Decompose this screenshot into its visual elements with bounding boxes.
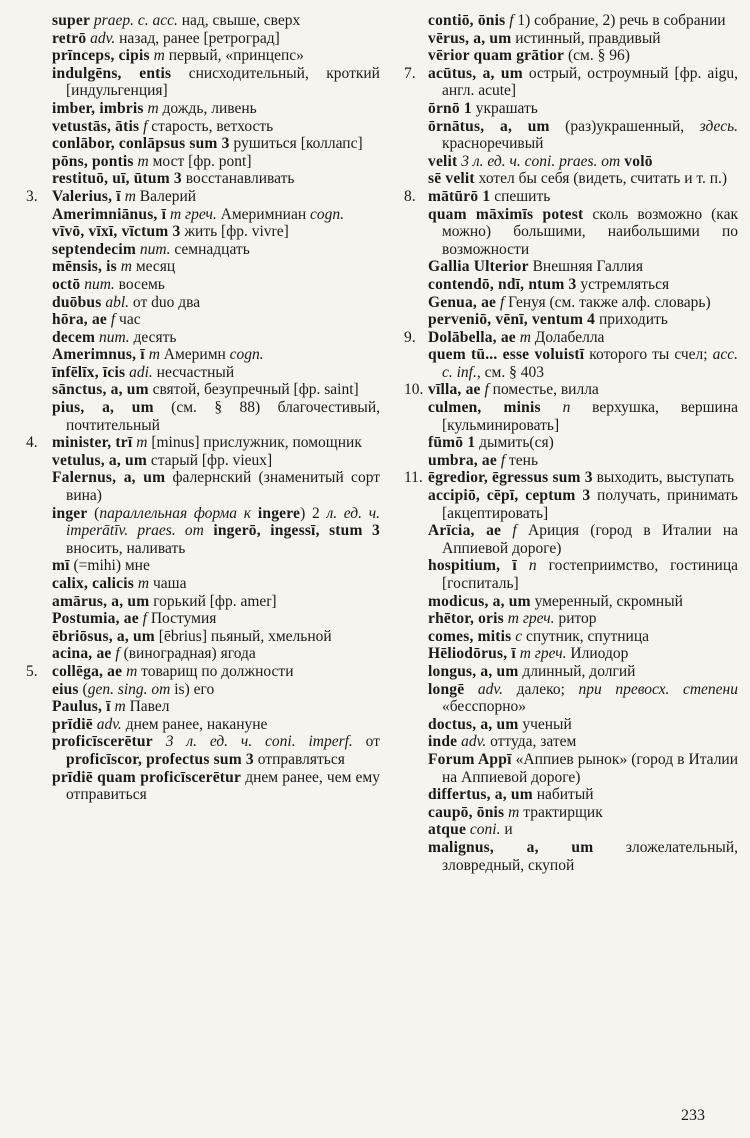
- definition-text: (см. § 88) благочестивый, почтительный: [66, 399, 381, 434]
- headword: vīlla, ae: [428, 381, 481, 399]
- section-number: 3.: [26, 187, 38, 205]
- related-form: volō: [620, 152, 653, 170]
- headword: vetulus, a, um: [52, 451, 147, 469]
- dictionary-entry: [0, 434, 380, 452]
- definition-text: днем ранее, накануне: [121, 715, 268, 733]
- dictionary-entry: [400, 329, 738, 347]
- headword: inger: [52, 504, 88, 522]
- headword: eius: [52, 680, 79, 698]
- grammar-note: m: [508, 803, 520, 821]
- definition-text: (виноградная) ягода: [119, 645, 256, 663]
- headword: doctus, a, um: [428, 715, 519, 733]
- definition-text: мост [фр. pont]: [148, 152, 252, 170]
- definition-text: Валерий: [135, 187, 197, 205]
- definition-text: дождь, ливень: [158, 99, 257, 117]
- headword: comes, mitis: [428, 627, 512, 645]
- headword: inde: [428, 733, 458, 751]
- grammar-note: параллельная форма к: [99, 504, 251, 522]
- dictionary-entry: [0, 505, 380, 558]
- headword: vīvō, vīxī, vīctum 3: [52, 223, 181, 241]
- headword: īnfēlīx, īcis: [52, 363, 126, 381]
- dictionary-entry: [400, 65, 738, 100]
- grammar-note: m: [136, 434, 148, 452]
- headword: Valerius, ī: [52, 187, 121, 205]
- headword: Gallia Ulterior: [428, 258, 529, 276]
- dictionary-entry: [0, 223, 380, 241]
- dictionary-entry: [0, 593, 380, 611]
- headword: Hēliodōrus, ī: [428, 645, 516, 663]
- dictionary-entry: [400, 804, 738, 822]
- definition-text: вносить, наливать: [66, 539, 186, 557]
- headword: rhētor, oris: [428, 610, 504, 628]
- grammar-note: m: [148, 346, 160, 364]
- definition-text: «бесспорно»: [442, 698, 527, 716]
- dictionary-entry: [0, 47, 380, 65]
- grammar-note: m: [124, 187, 136, 205]
- definition-text: умеренный, скромный: [534, 592, 683, 610]
- dictionary-entry: [0, 469, 380, 504]
- dictionary-entry: [400, 839, 738, 874]
- dictionary-entry: [400, 399, 738, 434]
- dictionary-entry: [400, 294, 738, 312]
- dictionary-entry: [0, 716, 380, 734]
- dictionary-entry: [0, 346, 380, 364]
- definition-text: острый, остроумный [фр. aigu, англ. acute]: [442, 64, 738, 100]
- definition-text: хотел бы себя (видеть, считать и т. п.): [478, 170, 728, 188]
- headword: restituō, uī, ūtum 3: [52, 170, 182, 188]
- grammar-note: m: [126, 662, 138, 680]
- definition-text: Постумия: [146, 610, 217, 628]
- definition-text: приходить: [599, 311, 668, 329]
- definition-text: верхушка, вершина [кульминировать]: [442, 399, 739, 434]
- definition-text: которого ты счел;: [589, 346, 713, 364]
- headword: longus, a, um: [428, 662, 519, 680]
- dictionary-entry: [0, 381, 380, 399]
- dictionary-entry: [400, 100, 738, 118]
- grammar-note: c: [515, 627, 523, 645]
- definition-text: товарищ по должности: [137, 662, 294, 680]
- headword: differtus, a, um: [428, 786, 533, 804]
- section-number: 8.: [404, 187, 416, 205]
- grammar-note: 3 л. ед. ч. coni. imperf.: [165, 733, 353, 751]
- grammar-note: n: [528, 557, 537, 575]
- grammar-note: m: [120, 258, 132, 276]
- definition-text: оттуда, затем: [486, 733, 577, 751]
- definition-text: зложелательный, зловредный, скупой: [442, 838, 738, 874]
- definition-text: восемь: [114, 275, 165, 293]
- definition-text: (=mihi) мне: [73, 557, 150, 575]
- grammar-note: m греч.: [169, 205, 217, 223]
- dictionary-entry: [0, 118, 380, 136]
- headword: decem: [52, 328, 96, 346]
- grammar-note: adv.: [477, 680, 503, 698]
- headword: contiō, ōnis: [428, 12, 506, 29]
- headword: velit: [428, 152, 458, 170]
- headword: imber, imbris: [52, 99, 144, 117]
- grammar-note: adv.: [461, 733, 487, 751]
- dictionary-entry: [400, 170, 738, 188]
- dictionary-entry: [0, 188, 380, 206]
- grammar-note: f: [115, 645, 120, 663]
- section-number: 9.: [404, 328, 416, 346]
- definition-text: жить [фр. vivre]: [184, 223, 289, 241]
- grammar-note: л. ед. ч. imperātīv. praes. om: [66, 504, 380, 540]
- grammar-note: m: [114, 698, 126, 716]
- headword: fūmō 1: [428, 434, 476, 452]
- dictionary-entry: [0, 153, 380, 171]
- headword: modicus, a, um: [428, 592, 531, 610]
- dictionary-entry: [400, 522, 738, 557]
- headword: pōns, pontis: [52, 152, 134, 170]
- definition-text: Внешняя Галлия: [532, 258, 643, 276]
- dictionary-entry: [400, 452, 738, 470]
- grammar-note: n: [562, 399, 571, 417]
- definition-text: час: [115, 311, 141, 329]
- definition-text: is) его: [170, 680, 215, 698]
- dictionary-entry: [0, 452, 380, 470]
- headword: vērior quam grātior: [428, 47, 565, 65]
- headword: ōrnātus, a, um: [428, 117, 550, 135]
- headword: calix, calicis: [52, 575, 135, 592]
- headword: vērus, a, um: [428, 29, 512, 47]
- headword: Falernus, a, um: [52, 469, 166, 487]
- dictionary-entry: [0, 12, 380, 30]
- section-number: 4.: [26, 434, 38, 452]
- grammar-note: f: [143, 117, 148, 135]
- grammar-note: praep. c. acc.: [93, 12, 178, 29]
- grammar-note: m: [137, 152, 149, 170]
- headword: Forum Appī: [428, 750, 512, 768]
- dictionary-entry: [400, 276, 738, 294]
- dictionary-entry: [0, 100, 380, 118]
- grammar-note: m: [147, 99, 159, 117]
- definition-text: устремляться: [580, 275, 670, 293]
- headword: Amerimniānus, ī: [52, 205, 167, 223]
- definition-text: [minus] прислужник, помощник: [147, 434, 362, 452]
- dictionary-entry: [400, 821, 738, 839]
- headword: umbra, ae: [428, 451, 497, 469]
- definition-text: (: [82, 680, 88, 698]
- dictionary-entry: [400, 487, 738, 522]
- headword: mī: [52, 557, 70, 575]
- dictionary-entry: [400, 716, 738, 734]
- definition-text: старый [фр. vieux]: [150, 451, 273, 469]
- definition-text: ученый: [522, 715, 572, 733]
- definition-text: , см. § 403: [476, 363, 544, 381]
- definition-text: спутник, спутница: [522, 627, 649, 645]
- dictionary-entry: [400, 628, 738, 646]
- dictionary-entry: [0, 329, 380, 347]
- grammar-note: num.: [139, 240, 171, 258]
- headword: sānctus, a, um: [52, 381, 149, 399]
- dictionary-entry: [0, 557, 380, 575]
- dictionary-entry: [0, 681, 380, 699]
- definition-text: «Аппиев рынок» (город в Италии на Аппиевой дороге): [442, 750, 739, 786]
- headword: accipiō, cēpī, ceptum 3: [428, 487, 591, 505]
- headword: indulgēns, entis: [52, 64, 172, 82]
- definition-text: горький [фр. amer]: [153, 592, 277, 610]
- grammar-note: cogn.: [310, 205, 345, 223]
- section-number: 5.: [26, 662, 38, 680]
- grammar-note: coni.: [469, 821, 501, 839]
- headword: Paulus, ī: [52, 698, 111, 716]
- headword: Postumia, ae: [52, 610, 139, 628]
- definition-text: длинный, долгий: [522, 662, 636, 680]
- related-form: ingere: [251, 504, 301, 522]
- dictionary-entry: [400, 346, 738, 381]
- dictionary-entry: [400, 469, 738, 487]
- dictionary-entry: [0, 698, 380, 716]
- headword: ōrnō 1: [428, 99, 472, 117]
- grammar-note: f: [509, 12, 514, 29]
- headword: conlābor, conlāpsus sum 3: [52, 135, 230, 153]
- definition-text: [ēbrius] пьяный, хмельной: [158, 627, 332, 645]
- dictionary-entry: [400, 311, 738, 329]
- definition-text: первый, «принцепс»: [164, 47, 304, 65]
- dictionary-entry: [400, 153, 738, 171]
- right-column: [400, 12, 738, 874]
- dictionary-entry: [400, 733, 738, 751]
- headword: super: [52, 12, 91, 29]
- grammar-note: gen. sing. om: [87, 680, 171, 698]
- dictionary-entry: [400, 30, 738, 48]
- definition-text: ) 2: [300, 504, 327, 522]
- dictionary-entry: [0, 311, 380, 329]
- grammar-note: 3 л. ед. ч. coni. praes. om: [461, 152, 621, 170]
- headword: hospitium, ī: [428, 557, 517, 575]
- grammar-note: m: [153, 47, 165, 65]
- definition-text: ритор: [554, 610, 597, 628]
- dictionary-entry: [0, 170, 380, 188]
- headword: duōbus: [52, 293, 102, 311]
- headword: amārus, a, um: [52, 592, 150, 610]
- dictionary-entry: [400, 610, 738, 628]
- section-number: 7.: [404, 64, 416, 82]
- definition-text: трактирщик: [519, 803, 603, 821]
- definition-text: несчастный: [152, 363, 235, 381]
- definition-text: Павел: [125, 698, 170, 716]
- related-form: ingerō, ingessī, stum 3: [203, 522, 380, 540]
- section-number: 11.: [404, 469, 423, 487]
- definition-text: поместье, вилла: [488, 381, 599, 399]
- dictionary-entry: [0, 241, 380, 259]
- headword: proficīscerētur: [52, 733, 153, 751]
- dictionary-entry: [400, 258, 738, 276]
- grammar-note: m греч.: [519, 645, 567, 663]
- definition-text: снисходительный, кроткий [индульгенция]: [66, 64, 380, 100]
- dictionary-entry: [0, 65, 380, 100]
- dictionary-entry: [0, 364, 380, 382]
- headword: octō: [52, 275, 81, 293]
- dictionary-entry: [0, 610, 380, 628]
- grammar-note: f: [512, 522, 517, 540]
- headword: mēnsis, is: [52, 258, 117, 276]
- headword: minister, trī: [52, 434, 133, 452]
- dictionary-entry: [400, 381, 738, 399]
- headword: quem tū... esse voluistī: [428, 346, 585, 364]
- grammar-note: m греч.: [507, 610, 555, 628]
- related-form: proficīscor, profectus sum 3: [66, 750, 254, 768]
- headword: retrō: [52, 29, 87, 47]
- headword: septendecim: [52, 240, 136, 258]
- definition-text: отправляться: [253, 750, 345, 768]
- headword: collēga, ae: [52, 662, 123, 680]
- headword: ēbriōsus, a, um: [52, 627, 155, 645]
- definition-text: истинный, правдивый: [515, 29, 661, 47]
- grammar-note: f: [142, 610, 147, 628]
- headword: Dolābella, ae: [428, 328, 516, 346]
- dictionary-entry: [400, 663, 738, 681]
- definition-text: днем ранее, чем ему отправиться: [66, 768, 380, 804]
- headword: Genua, ae: [428, 293, 497, 311]
- dictionary-entry: [400, 188, 738, 206]
- grammar-note: abl.: [105, 293, 130, 311]
- headword: culmen, minis: [428, 399, 541, 417]
- headword: sē velit: [428, 170, 475, 188]
- definition-text: Америмн: [159, 346, 230, 364]
- dictionary-entry: [0, 769, 380, 804]
- dictionary-entry: [0, 399, 380, 434]
- headword: perveniō, vēnī, ventum 4: [428, 311, 596, 329]
- dictionary-entry: [400, 786, 738, 804]
- definition-text: красноречивый: [442, 135, 544, 153]
- dictionary-entry: [0, 733, 380, 768]
- definition-text: (см. § 96): [567, 47, 630, 65]
- grammar-note: f: [484, 381, 489, 399]
- dictionary-entry: [400, 206, 738, 259]
- grammar-note: m: [519, 328, 531, 346]
- headword: malignus, a, um: [428, 838, 594, 856]
- dictionary-entry: [400, 12, 738, 30]
- headword: quam māximīs potest: [428, 205, 584, 223]
- headword: prīnceps, cipis: [52, 47, 150, 65]
- headword: acūtus, a, um: [428, 64, 523, 82]
- dictionary-entry: [400, 557, 738, 592]
- dictionary-entry: [0, 294, 380, 312]
- definition-text: далеко;: [503, 680, 579, 698]
- dictionary-entry: [0, 258, 380, 276]
- definition-text: набитый: [536, 786, 594, 804]
- definition-text: Илиодор: [566, 645, 629, 663]
- definition-text: фалернский (знаменитый сорт вина): [66, 469, 381, 505]
- definition-text: украшать: [475, 99, 538, 117]
- definition-text: от: [352, 733, 380, 751]
- definition-text: Ариция (город в Италии на Аппиевой дороге): [442, 522, 738, 557]
- left-column: [0, 12, 380, 804]
- definition-text: над, свыше, сверх: [177, 12, 301, 29]
- dictionary-entry: [0, 30, 380, 48]
- definition-text: 1) собрание, 2) речь в собрании: [513, 12, 726, 29]
- definition-text: от duo два: [129, 293, 201, 311]
- grammar-note: здесь.: [699, 117, 738, 135]
- definition-text: восстанавливать: [185, 170, 295, 188]
- headword: contendō, ndī, ntum 3: [428, 275, 577, 293]
- dictionary-entry: [400, 118, 738, 153]
- grammar-note: adv.: [90, 29, 116, 47]
- definition-text: чаша: [149, 575, 187, 592]
- definition-text: Генуя (см. также алф. словарь): [504, 293, 711, 311]
- definition-text: (: [94, 504, 100, 522]
- headword: hōra, ae: [52, 311, 107, 329]
- definition-text: Америмниан: [216, 205, 311, 223]
- definition-text: рушиться [коллапс]: [233, 135, 363, 153]
- grammar-note: num.: [99, 328, 130, 346]
- definition-text: месяц: [131, 258, 176, 276]
- definition-text: сколь возможно (как можно) большими, наибольшими по возможности: [442, 205, 738, 258]
- definition-text: дымить(ся): [479, 434, 554, 452]
- grammar-note: m: [137, 575, 150, 592]
- headword: ēgredior, ēgressus sum 3: [428, 469, 593, 487]
- dictionary-entry: [0, 628, 380, 646]
- grammar-note: f: [500, 451, 506, 469]
- definition-text: назад, ранее [ретроград]: [115, 29, 280, 47]
- dictionary-entry: [400, 645, 738, 663]
- headword: acina, ae: [52, 645, 112, 663]
- dictionary-entry: [0, 575, 380, 593]
- section-number: 10.: [404, 381, 424, 399]
- dictionary-entry: [0, 645, 380, 663]
- definition-text: выходить, выступать: [596, 469, 735, 487]
- dictionary-entry: [0, 276, 380, 294]
- grammar-note: num.: [84, 275, 115, 293]
- definition-text: старость, ветхость: [147, 117, 274, 135]
- headword: caupō, ōnis: [428, 803, 505, 821]
- grammar-note: f: [110, 311, 116, 329]
- definition-text: и: [500, 821, 513, 839]
- definition-text: Долабелла: [530, 328, 605, 346]
- headword: prīdiē: [52, 715, 93, 733]
- grammar-note: adv.: [96, 715, 122, 733]
- definition-text: гостеприимство, гостиница [госпиталь]: [442, 557, 738, 592]
- definition-text: десять: [129, 328, 177, 346]
- definition-text: святой, безупречный [фр. saint]: [152, 381, 359, 399]
- dictionary-entry: [0, 663, 380, 681]
- headword: Amerimnus, ī: [52, 346, 145, 364]
- dictionary-entry: [400, 434, 738, 452]
- grammar-note: adi.: [129, 363, 153, 381]
- definition-text: спешить: [494, 187, 551, 205]
- grammar-note: cogn.: [229, 346, 264, 364]
- headword: Arīcia, ae: [428, 522, 502, 540]
- headword: prīdiē quam proficīscerētur: [52, 768, 242, 786]
- definition-text: семнадцать: [170, 240, 250, 258]
- headword: pius, a, um: [52, 399, 154, 417]
- definition-text: тень: [505, 451, 539, 469]
- dictionary-entry: [400, 593, 738, 611]
- headword: atque: [428, 821, 467, 839]
- dictionary-entry: [400, 751, 738, 786]
- headword: longē: [428, 680, 465, 698]
- grammar-note: acc. c. inf.: [442, 346, 738, 381]
- headword: mātūrō 1: [428, 187, 491, 205]
- dictionary-entry: [0, 206, 380, 224]
- grammar-note: при превосх. степени: [578, 680, 738, 698]
- grammar-note: f: [499, 293, 505, 311]
- page-number: 233: [681, 1107, 705, 1124]
- dictionary-entry: [0, 135, 380, 153]
- headword: vetustās, ātis: [52, 117, 140, 135]
- definition-text: (раз)украшенный,: [565, 117, 700, 135]
- definition-text: получать, принимать [акцептировать]: [442, 487, 738, 522]
- dictionary-entry: [400, 681, 738, 716]
- dictionary-entry: [400, 47, 738, 65]
